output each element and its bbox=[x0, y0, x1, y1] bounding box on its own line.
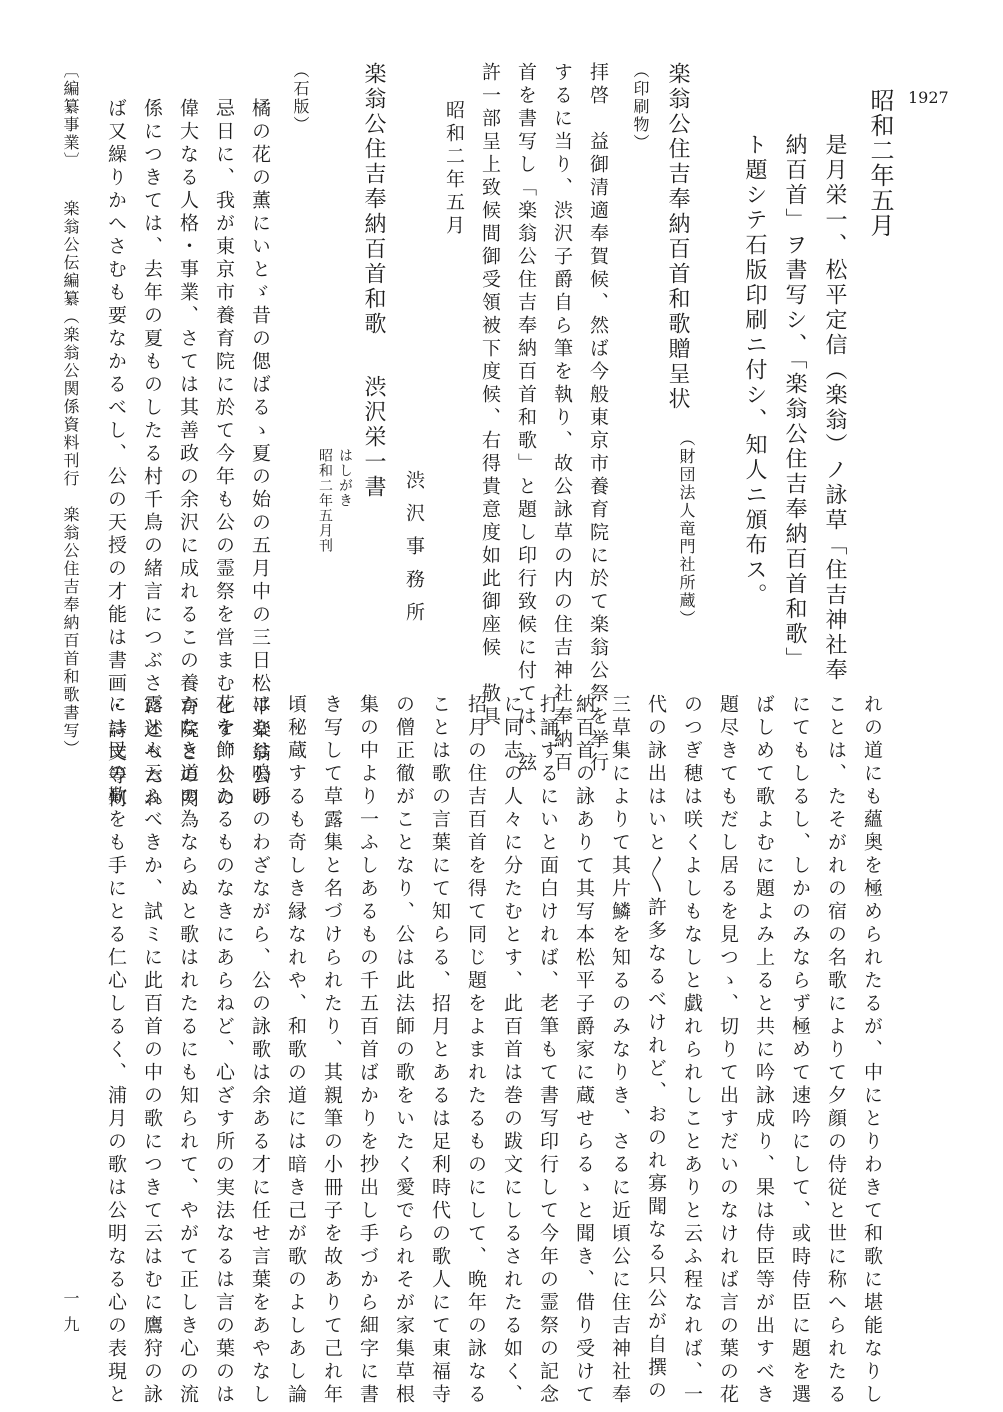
summary-line: 納百首」ヲ書写シ、「楽翁公住吉奉納百首和歌」 bbox=[782, 133, 807, 672]
continuation-line: はむは嗚呼のわざながら、公の詠歌は余ある才に任せ言葉をあやなし bbox=[249, 694, 271, 1407]
document2-line: 橘の花の薫にいとゞ昔の偲ばるゝ夏の始の五月中の三日松平楽翁公の bbox=[249, 98, 271, 811]
continuation-line: 花を飾りたるものなきにあらねど、心ざす所の実法なるは言の葉のは bbox=[213, 694, 235, 1407]
summary-line: ト題シテ石版印刷ニ付シ、知人ニ頒布ス。 bbox=[742, 133, 767, 608]
continuation-line: き写して草露集と名づけられたり、其親筆の小冊子を故ありて己れ年 bbox=[321, 694, 343, 1407]
continuation-line: 題尽きてもだし居るを見つゝ、切りて出すだいのなければ言の葉の花 bbox=[717, 694, 739, 1407]
document1-date: 昭和二年五月 bbox=[443, 100, 465, 238]
document2-note: はしがき bbox=[337, 448, 353, 508]
continuation-line: れの道にも蘊奥を極められたるが、中にとりわきて和歌に堪能なりし bbox=[861, 694, 883, 1407]
page-number: 一九 bbox=[61, 1290, 80, 1342]
continuation-line: に同志の人々に分たむとす、此百首は巻の跋文にしるされたる如く、 bbox=[501, 694, 523, 1407]
continuation-line: 招月の住吉百首を得て同じ題をよまれたるものにして、晩年の詠なる bbox=[465, 694, 487, 1407]
document1-line: 首を書写し「楽翁公住吉奉納百首和歌」と題し印行致候に付ては、玆 bbox=[515, 62, 537, 775]
continuation-line: 頃秘蔵するも奇しき縁なれや、和歌の道には暗き己が歌のよしあし論 bbox=[285, 694, 307, 1407]
continuation-line: ばしめて歌よむに題よみ上ると共に吟詠成り、果は侍臣等が出すべき bbox=[753, 694, 775, 1407]
document2-title: 楽翁公住吉奉納百首和歌 bbox=[361, 62, 386, 337]
date-heading: 昭和二年五月 bbox=[866, 88, 894, 238]
continuation-line: ことは、たそがれの宿の名歌によりて夕顔の侍従と世に称へられたる bbox=[825, 694, 847, 1407]
document1-kind: （印刷物） bbox=[631, 62, 650, 152]
footer-category: 〔編纂事業〕 bbox=[61, 62, 80, 170]
continuation-line: 代の詠出はいと〳〵許多なるべけれど、おのれ寡聞なる只公が自撰の bbox=[645, 694, 667, 1403]
document2-line: 偉大なる人格・事業、さては其善政の余沢に成れるこの養育院との関 bbox=[177, 98, 199, 811]
continuation-line: 集の中より一ふしあるもの千五百首ばかりを抄出し手づから細字に書 bbox=[357, 694, 379, 1407]
continuation-line: 打誦するにいと面白ければ、老筆もて書写印行して今年の霊祭の記念 bbox=[537, 694, 559, 1407]
continuation-line: 三草集によりて其片鱗を知るのみなりき、さるに近頃公に住吉神社奉 bbox=[609, 694, 631, 1407]
year-label: 1927 bbox=[908, 88, 949, 107]
source-note: （財団法人竜門社所蔵） bbox=[677, 430, 696, 628]
document2-line: 係につきては、去年の夏ものしたる村千鳥の緒言につぶさに述べたれ bbox=[141, 98, 163, 811]
continuation-line: 納百首の詠ありて其写本松平子爵家に蔵せらるゝと聞き、借り受けて bbox=[573, 694, 595, 1407]
continuation-line: にてもしるし、しかのみならず極めて速吟にして、或時侍臣に題を選 bbox=[789, 694, 811, 1407]
document2-note: 昭和二年五月刊 bbox=[317, 448, 333, 553]
continuation-line: ことは歌の言葉にて知らる、招月とあるは足利時代の歌人にて東福寺 bbox=[429, 694, 451, 1407]
continuation-line: 露とも云ふべきか、試ミに此百首の中の歌につきて云はむに鷹狩の詠 bbox=[141, 694, 163, 1407]
footer-running-title: 楽翁公伝編纂（楽翁公関係資料刊行 楽翁公住吉奉納百首和歌書写） bbox=[61, 200, 80, 758]
document1-line: するに当り、渋沢子爵自ら筆を執り、故公詠草の内の住吉神社奉納百 bbox=[551, 62, 573, 775]
summary-line: 是月栄一、松平定信（楽翁）ノ詠草「住吉神社奉 bbox=[822, 133, 847, 683]
document1-line: 拝啓 益御清適奉賀候、然ば今般東京市養育院に於て楽翁公祭を挙行 bbox=[587, 62, 609, 775]
document2-author: 渋沢栄一書 bbox=[361, 375, 386, 500]
continuation-line: の僧正徹がことなり、公は此法師の歌をいたく愛でられそが家集草根 bbox=[393, 694, 415, 1407]
continuation-line: のつぎ穂は咲くよしもなしと戯れられしことありと云ふ程なれば、一 bbox=[681, 694, 703, 1407]
document1-line: 許一部呈上致候間御受領被下度候、右得貴意度如此御座候 敬具 bbox=[479, 62, 501, 729]
document1-title: 楽翁公住吉奉納百首和歌贈呈状 bbox=[665, 62, 690, 412]
document2-line: ば又繰りかへさむも要なかるべし、公の天授の才能は書画・詩文等何 bbox=[105, 98, 127, 811]
continuation-line: かなき道の為ならぬと歌はれたるにも知られて、やがて正しき心の流 bbox=[177, 694, 199, 1407]
document1-sender: 渋沢事務所 bbox=[403, 470, 425, 635]
continuation-line: には民の歎をも手にとる仁心しるく、浦月の歌は公明なる心の表現と bbox=[105, 694, 127, 1407]
document2-line: 忌日に、我が東京市養育院に於て今年も公の霊祭を営まむとす、公の bbox=[213, 98, 235, 811]
document2-kind: （石版） bbox=[291, 62, 310, 134]
